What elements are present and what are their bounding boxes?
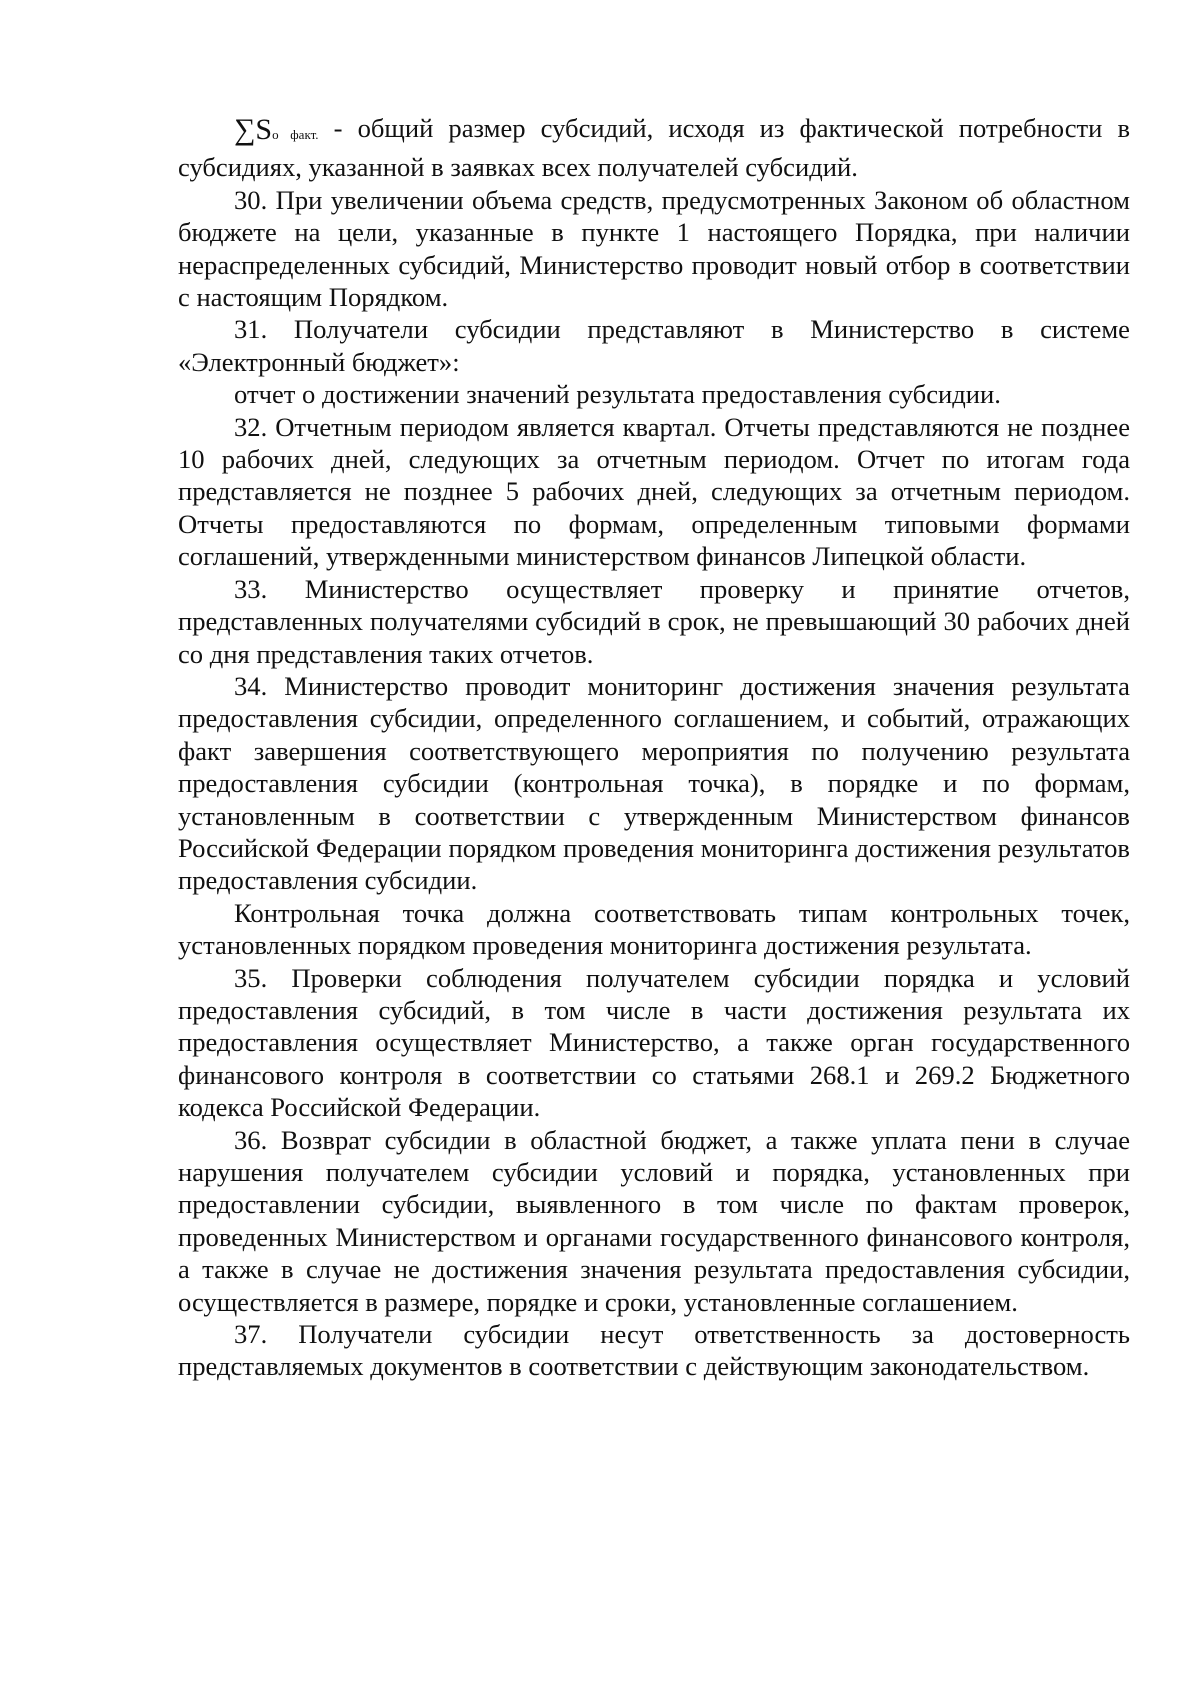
paragraph-control-point: Контрольная точка должна соответствовать типам контрольных точек, установленных порядком проведения мониторинга достижения результата. <box>178 897 1130 961</box>
paragraph-32: 32. Отчетным периодом является квартал. Отчеты представляются не позднее 10 рабочих дней, следующих за отчетным периодом. Отчет по итогам года представляется не позднее 5 рабочих дней, следующих за отчетным периодом. Отчеты предоставляются по формам, определенным типовыми формами соглашений, утвержденными министерством финансов Липецкой области. <box>178 411 1130 572</box>
paragraph-35: 35. Проверки соблюдения получателем субсидии порядка и условий предоставления субсидий, в том числе в части достижения результата их предоставления осуществляет Министерство, а также орган государственного финансового контроля в соответствии со статьями 268.1 и 269.2 Бюджетного кодекса Российской Федерации. <box>178 962 1130 1123</box>
sum-symbol: ∑S <box>234 113 273 146</box>
formula-description: - общий размер субсидий, исходя из фактической потребности в субсидиях, указанной в заявках всех получателей субсидий. <box>178 113 1131 183</box>
paragraph-30: 30. При увеличении объема средств, предусмотренных Законом об областном бюджете на цели, указанные в пункте 1 настоящего Порядка, при наличии нераспределенных субсидий, Министерство проводит новый отбор в соответствии с настоящим Порядком. <box>178 184 1130 313</box>
paragraph-36: 36. Возврат субсидии в областной бюджет, а также уплата пени в случае нарушения получателем субсидии условий и порядка, установленных при предоставлении субсидии, выявленного в том числе по фактам проверок, проведенных Министерством и органами государственного финансового контроля, а также в случае не достижения значения результата предоставления субсидии, осуществляется в размере, порядке и сроки, установленные соглашением. <box>178 1124 1130 1317</box>
paragraph-37: 37. Получатели субсидии несут ответственность за достоверность представляемых документов в соответствии с действующим законодательством. <box>178 1319 1130 1382</box>
paragraph-31: 31. Получатели субсидии представляют в Министерство в системе «Электронный бюджет»: <box>178 314 1130 377</box>
formula-paragraph <box>178 112 1130 184</box>
paragraph-33: 33. Министерство осуществляет проверку и принятие отчетов, представленных получателями субсидий в срок, не превышающий 30 рабочих дней со дня представления таких отчетов. <box>178 573 1130 669</box>
paragraph-34: 34. Министерство проводит мониторинг достижения значения результата предоставления субсидии, определенного соглашением, и событий, отражающих факт завершения соответствующего мероприятия по получению результата предоставления субсидии (контрольная точка), в порядке и по формам, установленным в соответствии с утвержденным Министерством финансов Российской Федерации порядком проведения мониторинга достижения результатов предоставления субсидии. <box>178 670 1130 896</box>
sum-subscript: о факт. <box>272 127 319 142</box>
document-body <box>178 112 1130 1383</box>
paragraph-31-report: отчет о достижении значений результата предоставления субсидии. <box>234 379 1001 410</box>
